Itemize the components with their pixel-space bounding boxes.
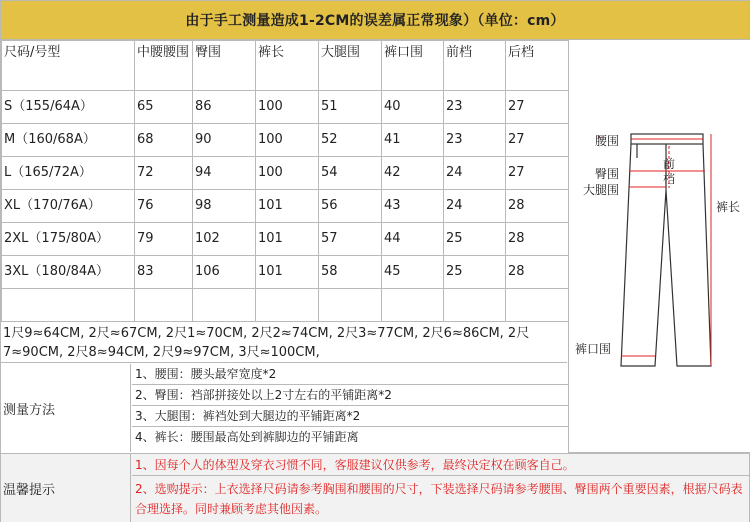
table-cell: 54 bbox=[319, 157, 382, 190]
table-header-row bbox=[2, 41, 569, 91]
table-cell: 27 bbox=[506, 91, 569, 124]
method-item: 2、臀围：裆部拼接处以上2寸左右的平铺距离*2 bbox=[132, 385, 568, 406]
size-table bbox=[1, 40, 569, 322]
table-row bbox=[2, 223, 569, 256]
table-cell: 51 bbox=[319, 91, 382, 124]
table-cell bbox=[444, 289, 506, 322]
method-label: 测量方法 bbox=[1, 364, 131, 452]
table-row bbox=[2, 124, 569, 157]
table-cell: 65 bbox=[135, 91, 193, 124]
column-header: 大腿围 bbox=[319, 41, 382, 91]
table-cell: 42 bbox=[382, 157, 444, 190]
waist-label: 腰围 bbox=[595, 134, 620, 148]
table-cell: 40 bbox=[382, 91, 444, 124]
table-row bbox=[2, 190, 569, 223]
table-row bbox=[2, 157, 569, 190]
table-empty-row bbox=[2, 289, 569, 322]
unit-conversion: 1尺9≈64CM, 2尺≈67CM, 2尺1≈70CM, 2尺2≈74CM, 2尺3≈77CM, 2尺6≈86CM, 2尺7≈90CM, 2尺8≈94CM, 2尺9≈97CM, 3尺≈100CM, bbox=[1, 322, 567, 363]
table-cell: L（165/72A） bbox=[2, 157, 135, 190]
table-cell: 52 bbox=[319, 124, 382, 157]
table-cell: 28 bbox=[506, 190, 569, 223]
table-cell: 24 bbox=[444, 190, 506, 223]
table-cell: 3XL（180/84A） bbox=[2, 256, 135, 289]
front-rise-label-1: 前 bbox=[663, 157, 676, 171]
table-cell bbox=[2, 289, 135, 322]
table-cell bbox=[319, 289, 382, 322]
table-cell: 101 bbox=[256, 256, 319, 289]
table-cell: 100 bbox=[256, 124, 319, 157]
pants-figure bbox=[568, 40, 750, 453]
table-cell bbox=[135, 289, 193, 322]
table-cell: 27 bbox=[506, 157, 569, 190]
column-header: 尺码/号型 bbox=[2, 41, 135, 91]
hip-label: 臀围 bbox=[595, 167, 620, 181]
table-cell: 25 bbox=[444, 256, 506, 289]
column-header: 前档 bbox=[444, 41, 506, 91]
tip-item: 1、因每个人的体型及穿衣习惯不同，客服建议仅供参考，最终决定权在顾客自己。 bbox=[132, 454, 749, 476]
table-cell: 43 bbox=[382, 190, 444, 223]
table-cell bbox=[256, 289, 319, 322]
tips-label: 温馨提示 bbox=[1, 454, 131, 522]
table-cell: M（160/68A） bbox=[2, 124, 135, 157]
table-cell: XL（170/76A） bbox=[2, 190, 135, 223]
method-item: 4、裤长：腰围最高处到裤脚边的平铺距离 bbox=[135, 430, 359, 444]
column-header: 后档 bbox=[506, 41, 569, 91]
table-cell: 23 bbox=[444, 91, 506, 124]
table-cell: 58 bbox=[319, 256, 382, 289]
table-cell: 25 bbox=[444, 223, 506, 256]
table-row bbox=[2, 91, 569, 124]
column-header: 中腰腰围 bbox=[135, 41, 193, 91]
method-item: 3、大腿围：裤裆处到大腿边的平铺距离*2 bbox=[132, 406, 568, 427]
table-cell: 44 bbox=[382, 223, 444, 256]
table-cell bbox=[193, 289, 256, 322]
table-cell: 94 bbox=[193, 157, 256, 190]
table-cell: 24 bbox=[444, 157, 506, 190]
table-cell bbox=[506, 289, 569, 322]
tips-section bbox=[1, 453, 749, 522]
table-cell: 2XL（175/80A） bbox=[2, 223, 135, 256]
table-cell: 79 bbox=[135, 223, 193, 256]
method-item: 1、腰围：腰头最窄宽度*2 bbox=[132, 364, 568, 385]
table-cell: 86 bbox=[193, 91, 256, 124]
method-list bbox=[132, 364, 568, 448]
hem-label: 裤口围 bbox=[575, 342, 612, 356]
front-rise-label-2: 档 bbox=[663, 172, 676, 186]
table-cell: 28 bbox=[506, 256, 569, 289]
column-header: 裤口围 bbox=[382, 41, 444, 91]
column-header: 臀围 bbox=[193, 41, 256, 91]
length-label: 裤长 bbox=[716, 200, 741, 214]
table-cell: 68 bbox=[135, 124, 193, 157]
table-cell: 83 bbox=[135, 256, 193, 289]
thigh-label: 大腿围 bbox=[583, 183, 620, 197]
table-cell: 56 bbox=[319, 190, 382, 223]
table-cell: 106 bbox=[193, 256, 256, 289]
table-cell: 72 bbox=[135, 157, 193, 190]
table-cell: S（155/64A） bbox=[2, 91, 135, 124]
table-cell: 41 bbox=[382, 124, 444, 157]
chart-title: 由于手工测量造成1-2CM的误差属正常现象）（单位：cm） bbox=[1, 1, 749, 40]
table-cell: 45 bbox=[382, 256, 444, 289]
table-cell: 100 bbox=[256, 157, 319, 190]
pants-diagram bbox=[569, 40, 750, 452]
table-cell: 90 bbox=[193, 124, 256, 157]
table-cell: 28 bbox=[506, 223, 569, 256]
table-cell: 76 bbox=[135, 190, 193, 223]
table-cell: 101 bbox=[256, 223, 319, 256]
table-cell: 98 bbox=[193, 190, 256, 223]
table-cell: 57 bbox=[319, 223, 382, 256]
table-cell: 100 bbox=[256, 91, 319, 124]
tip-item: 2、选购提示：上衣选择尺码请参考胸围和腰围的尺寸，下装选择尺码请参考腰围、臀围两个重要因素，根据尺码表合理选择。同时兼顾考虑其他因素。 bbox=[135, 482, 743, 516]
table-cell: 102 bbox=[193, 223, 256, 256]
table-cell: 27 bbox=[506, 124, 569, 157]
table-row bbox=[2, 256, 569, 289]
column-header: 裤长 bbox=[256, 41, 319, 91]
table-cell: 23 bbox=[444, 124, 506, 157]
table-cell: 101 bbox=[256, 190, 319, 223]
table-cell bbox=[382, 289, 444, 322]
